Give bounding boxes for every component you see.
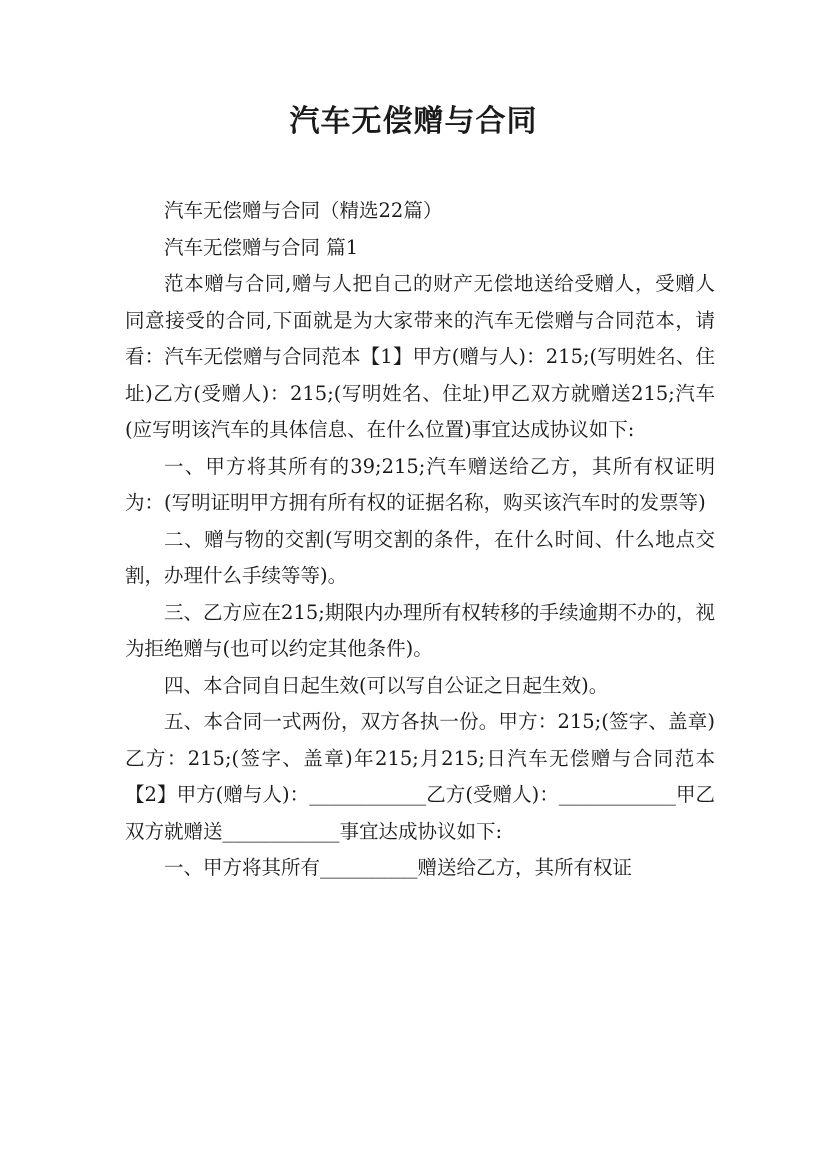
paragraph-clause-2: 二、赠与物的交割(写明交割的条件，在什么时间、什么地点交割，办理什么手续等等)。 (125, 527, 715, 587)
document-body (125, 193, 715, 887)
paragraph-subtitle: 汽车无偿赠与合同（精选22篇） (164, 199, 443, 222)
document-title: 汽车无偿赠与合同 (289, 104, 538, 139)
paragraph-clause-1-template-2: 一、甲方将其所有__________赠送给乙方，其所有权证 (164, 856, 633, 879)
paragraph-clause-3: 三、乙方应在215;期限内办理所有权转移的手续逾期不办的，视为拒绝赠与(也可以约定其他条件)。 (125, 600, 715, 660)
paragraph-intro: 范本赠与合同,赠与人把自己的财产无偿地送给受赠人，受赠人同意接受的合同,下面就是为大家带来的汽车无偿赠与合同范本，请看：汽车无偿赠与合同范本【1】甲方(赠与人)：215;(写明姓名、住址)乙方(受赠人)：215;(写明姓名、住址)甲乙双方就赠送215;汽车(应写明该汽车的具体信息、在什么位置)事宜达成协议如下: (125, 272, 715, 441)
paragraph-clause-4: 四、本合同自日起生效(可以写自公证之日起生效)。 (164, 673, 609, 697)
paragraph-section-heading: 汽车无偿赠与合同 篇1 (164, 235, 359, 259)
paragraph-clause-5: 五、本合同一式两份，双方各执一份。甲方：215;(签字、盖章) 乙方：215;(签字、盖章)年215;月215;日汽车无偿赠与合同范本【2】甲方(赠与人)：____________乙方(受赠人)：____________甲乙双方就赠送____________事宜达成协议如下: (125, 710, 715, 843)
paragraph-clause-1: 一、甲方将其所有的39;215;汽车赠送给乙方，其所有权证明为：(写明证明甲方拥有所有权的证据名称，购买该汽车时的发票等) (125, 454, 715, 514)
